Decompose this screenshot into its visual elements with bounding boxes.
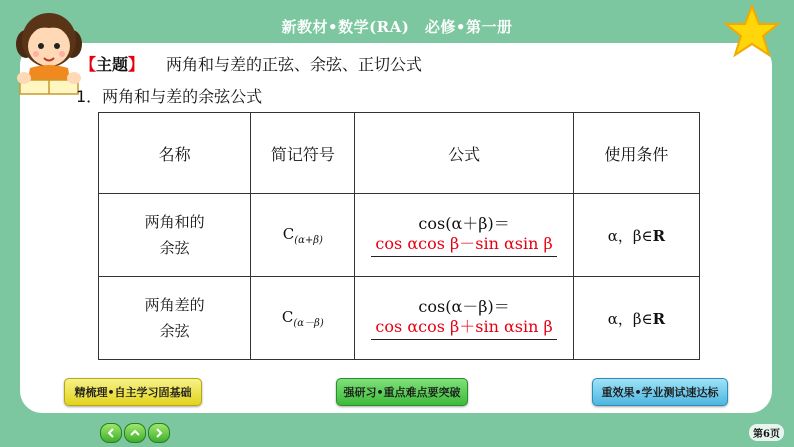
- arrow-up-icon: [130, 428, 140, 438]
- nav-button-study[interactable]: 强研习•重点难点要突破: [336, 378, 468, 406]
- header-symbol: 简记符号: [251, 113, 355, 194]
- nav-button-review[interactable]: 精梳理•自主学习固基础: [64, 378, 202, 406]
- formula-top: cos(α－β)＝: [418, 296, 510, 316]
- symbol-subscript: (α－β): [293, 317, 324, 329]
- topic-heading: [80, 52, 422, 75]
- row-name: [99, 194, 251, 277]
- arrow-left-icon: [106, 428, 116, 438]
- row-name-line2: 余弦: [159, 322, 190, 340]
- bracket-close: 】: [128, 55, 145, 74]
- bracket-open: 【: [80, 55, 97, 74]
- symbol-letter: C: [281, 307, 294, 326]
- condition-set: R: [652, 226, 666, 245]
- formula-answer: cos αcos β＋sin αsin β: [371, 317, 556, 340]
- star-icon: [722, 2, 782, 62]
- formula-answer: cos αcos β－sin αsin β: [371, 234, 556, 257]
- row-condition: [573, 277, 699, 360]
- topic-text: 两角和与差的正弦、余弦、正切公式: [166, 55, 423, 74]
- condition-set: R: [652, 309, 666, 328]
- row-symbol: [251, 277, 355, 360]
- formula-top: cos(α＋β)＝: [418, 213, 510, 233]
- row-condition: [573, 194, 699, 277]
- table-row: [99, 277, 700, 360]
- row-name-line1: 两角和的: [144, 213, 205, 231]
- row-formula: [355, 277, 573, 360]
- section-subtitle: 1．两角和与差的余弦公式: [76, 87, 263, 106]
- table-header-row: [99, 113, 700, 194]
- header-condition: 使用条件: [573, 113, 699, 194]
- condition-vars: α，β∈: [607, 309, 653, 328]
- formula-table: [98, 112, 700, 360]
- arrow-right-icon: [154, 428, 164, 438]
- prev-button[interactable]: [100, 423, 122, 443]
- next-button[interactable]: [148, 423, 170, 443]
- topic-label: 主题: [96, 55, 129, 74]
- symbol-subscript: (α+β): [294, 234, 323, 246]
- home-button[interactable]: [124, 423, 146, 443]
- row-name-line2: 余弦: [159, 239, 190, 257]
- row-formula: [355, 194, 573, 277]
- header-name: 名称: [99, 113, 251, 194]
- condition-vars: α，β∈: [607, 226, 653, 245]
- nav-button-test[interactable]: 重效果•学业测试速达标: [592, 378, 728, 406]
- row-name: [99, 277, 251, 360]
- row-name-line1: 两角差的: [144, 296, 205, 314]
- header-formula: 公式: [355, 113, 573, 194]
- table-row: [99, 194, 700, 277]
- symbol-letter: C: [282, 224, 295, 243]
- header-title: 新教材•数学(RA) 必修•第一册: [281, 18, 513, 36]
- row-symbol: [251, 194, 355, 277]
- page-number: 第6页: [749, 424, 784, 441]
